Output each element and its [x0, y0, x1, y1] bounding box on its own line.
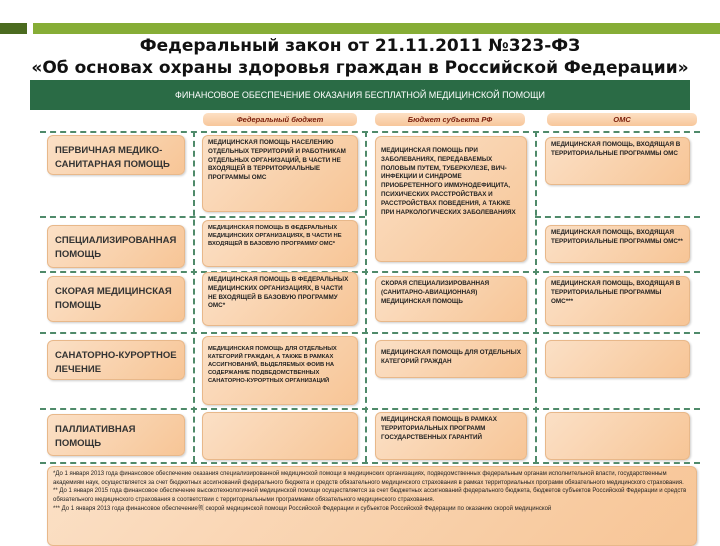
cell-primary-federal: МЕДИЦИНСКАЯ ПОМОЩЬ НАСЕЛЕНИЮ ОТДЕЛЬНЫХ ТЕРРИТОРИЙ И РАБОТНИКАМ ОТДЕЛЬНЫХ ОРГАНИЗАЦИЙ, В ЧАСТИ НЕ ВХОДЯЩЕЙ В ТЕРРИТОРИАЛЬНЫЕ ПРОГРАММЫ ОМС — [202, 135, 358, 212]
accent-block — [0, 23, 27, 34]
accent-bar — [33, 23, 720, 34]
divider — [40, 332, 700, 334]
title-line-1: Федеральный закон от 21.11.2011 №323-ФЗ — [139, 36, 581, 56]
cell-palliative-regional: МЕДИЦИНСКАЯ ПОМОЩЬ В РАМКАХ ТЕРРИТОРИАЛЬНЫХ ПРОГРАММ ГОСУДАРСТВЕННЫХ ГАРАНТИЙ — [375, 412, 527, 460]
divider — [193, 131, 195, 462]
divider — [40, 271, 700, 273]
cell-specialized-oms: МЕДИЦИНСКАЯ ПОМОЩЬ, ВХОДЯЩАЯ ТЕРРИТОРИАЛЬНЫЕ ПРОГРАММЫ ОМС** — [545, 225, 690, 263]
cell-sanatorium-oms — [545, 340, 690, 378]
divider — [535, 131, 537, 462]
title-line-2: «Об основах охраны здоровья граждан в Российской Федерации» — [31, 58, 689, 78]
cell-sanatorium-regional: МЕДИЦИНСКАЯ ПОМОЩЬ ДЛЯ ОТДЕЛЬНЫХ КАТЕГОРИЙ ГРАЖДАН — [375, 340, 527, 378]
footnote-3: *** До 1 января 2013 года финансовое обеспечение领 скорой медицинской помощи Российской Федерации и субъектов Российской Федерации по оказанию скорой медицинской — [53, 505, 552, 512]
column-header-regional: Бюджет субъекта РФ — [375, 113, 525, 126]
footnote-1: *До 1 января 2013 года финансовое обеспечение оказания специализированной медицинской помощи в медицинских организациях, подведомственных федеральным органам исполнительной власти, государственным академиям наук, осуществляется за счет бюджетных ассигнований федерального бюджета и средств обязательного медицинского страхования в рамках территориальных программ обязательного медицинского страхования. — [53, 471, 684, 486]
banner: ФИНАНСОВОЕ ОБЕСПЕЧЕНИЕ ОКАЗАНИЯ БЕСПЛАТНОЙ МЕДИЦИНСКОЙ ПОМОЩИ — [30, 80, 690, 110]
cell-emergency-federal: МЕДИЦИНСКАЯ ПОМОЩЬ В ФЕДЕРАЛЬНЫХ МЕДИЦИНСКИХ ОРГАНИЗАЦИЯХ, В ЧАСТИ НЕ ВХОДЯЩЕЙ В БАЗОВУЮ ПРОГРАММУ ОМС* — [202, 272, 358, 326]
cell-palliative-oms — [545, 412, 690, 460]
column-header-federal: Федеральный бюджет — [203, 113, 357, 126]
row-label-sanatorium: САНАТОРНО-КУРОРТНОЕ ЛЕЧЕНИЕ — [47, 340, 185, 380]
divider — [40, 216, 365, 218]
cell-emergency-oms: МЕДИЦИНСКАЯ ПОМОЩЬ, ВХОДЯЩАЯ В ТЕРРИТОРИАЛЬНЫЕ ПРОГРАММЫ ОМС*** — [545, 276, 690, 326]
column-header-oms: ОМС — [547, 113, 697, 126]
footnotes — [47, 466, 697, 546]
row-label-emergency: СКОРАЯ МЕДИЦИНСКАЯ ПОМОЩЬ — [47, 276, 185, 322]
row-label-primary: ПЕРВИЧНАЯ МЕДИКО-САНИТАРНАЯ ПОМОЩЬ — [47, 135, 185, 175]
divider — [365, 131, 367, 462]
divider — [40, 131, 700, 133]
cell-sanatorium-federal: МЕДИЦИНСКАЯ ПОМОЩЬ ДЛЯ ОТДЕЛЬНЫХ КАТЕГОРИЙ ГРАЖДАН, А ТАКЖЕ В РАМКАХ АССИГНОВАНИЙ, ВЫДЕЛЯЕМЫХ ФОИВ НА СОДЕРЖАНИЕ ПОДВЕДОМСТВЕННЫХ САНАТОРНО-КУРОРТНЫХ ОРГАНИЗАЦИЙ — [202, 336, 358, 405]
cell-primary-regional: МЕДИЦИНСКАЯ ПОМОЩЬ ПРИ ЗАБОЛЕВАНИЯХ, ПЕРЕДАВАЕМЫХ ПОЛОВЫМ ПУТЕМ, ТУБЕРКУЛЕЗЕ, ВИЧ-ИНФЕКЦИИ И СИНДРОМЕ ПРИОБРЕТЕННОГО ИММУНОДЕФИЦИТА, ПСИХИЧЕСКИХ РАССТРОЙСТВАХ И РАССТРОЙСТВАХ ПОВЕДЕНИЯ, А ТАКЖЕ ПРИ НАРКОЛОГИЧЕСКИХ ЗАБОЛЕВАНИЯХ — [375, 136, 527, 262]
divider — [40, 408, 700, 410]
row-label-specialized: СПЕЦИАЛИЗИРОВАННАЯ ПОМОЩЬ — [47, 225, 185, 268]
cell-palliative-federal — [202, 412, 358, 460]
cell-emergency-regional: СКОРАЯ СПЕЦИАЛИЗИРОВАННАЯ (САНИТАРНО-АВИАЦИОННАЯ) МЕДИЦИНСКАЯ ПОМОЩЬ — [375, 276, 527, 322]
cell-primary-oms: МЕДИЦИНСКАЯ ПОМОЩЬ, ВХОДЯЩАЯ В ТЕРРИТОРИАЛЬНЫЕ ПРОГРАММЫ ОМС — [545, 137, 690, 185]
divider — [535, 216, 700, 218]
footnote-2: ** До 1 января 2015 года финансовое обеспечение высокотехнологичной медицинской помощи осуществляется за счет бюджетных ассигнований федерального бюджета, бюджетов субъектов Российской Федерации и средств обязательного медицинского страхования в соответствии с территориальными программами обязательного медицинского страхования. — [53, 488, 687, 504]
row-label-palliative: ПАЛЛИАТИВНАЯ ПОМОЩЬ — [47, 414, 185, 456]
cell-specialized-federal: МЕДИЦИНСКАЯ ПОМОЩЬ В ФЕДЕРАЛЬНЫХ МЕДИЦИНСКИХ ОРГАНИЗАЦИЯХ, В ЧАСТИ НЕ ВХОДЯЩЕЙ В БАЗОВУЮ ПРОГРАММУ ОМС* — [202, 220, 358, 267]
divider — [40, 462, 700, 464]
